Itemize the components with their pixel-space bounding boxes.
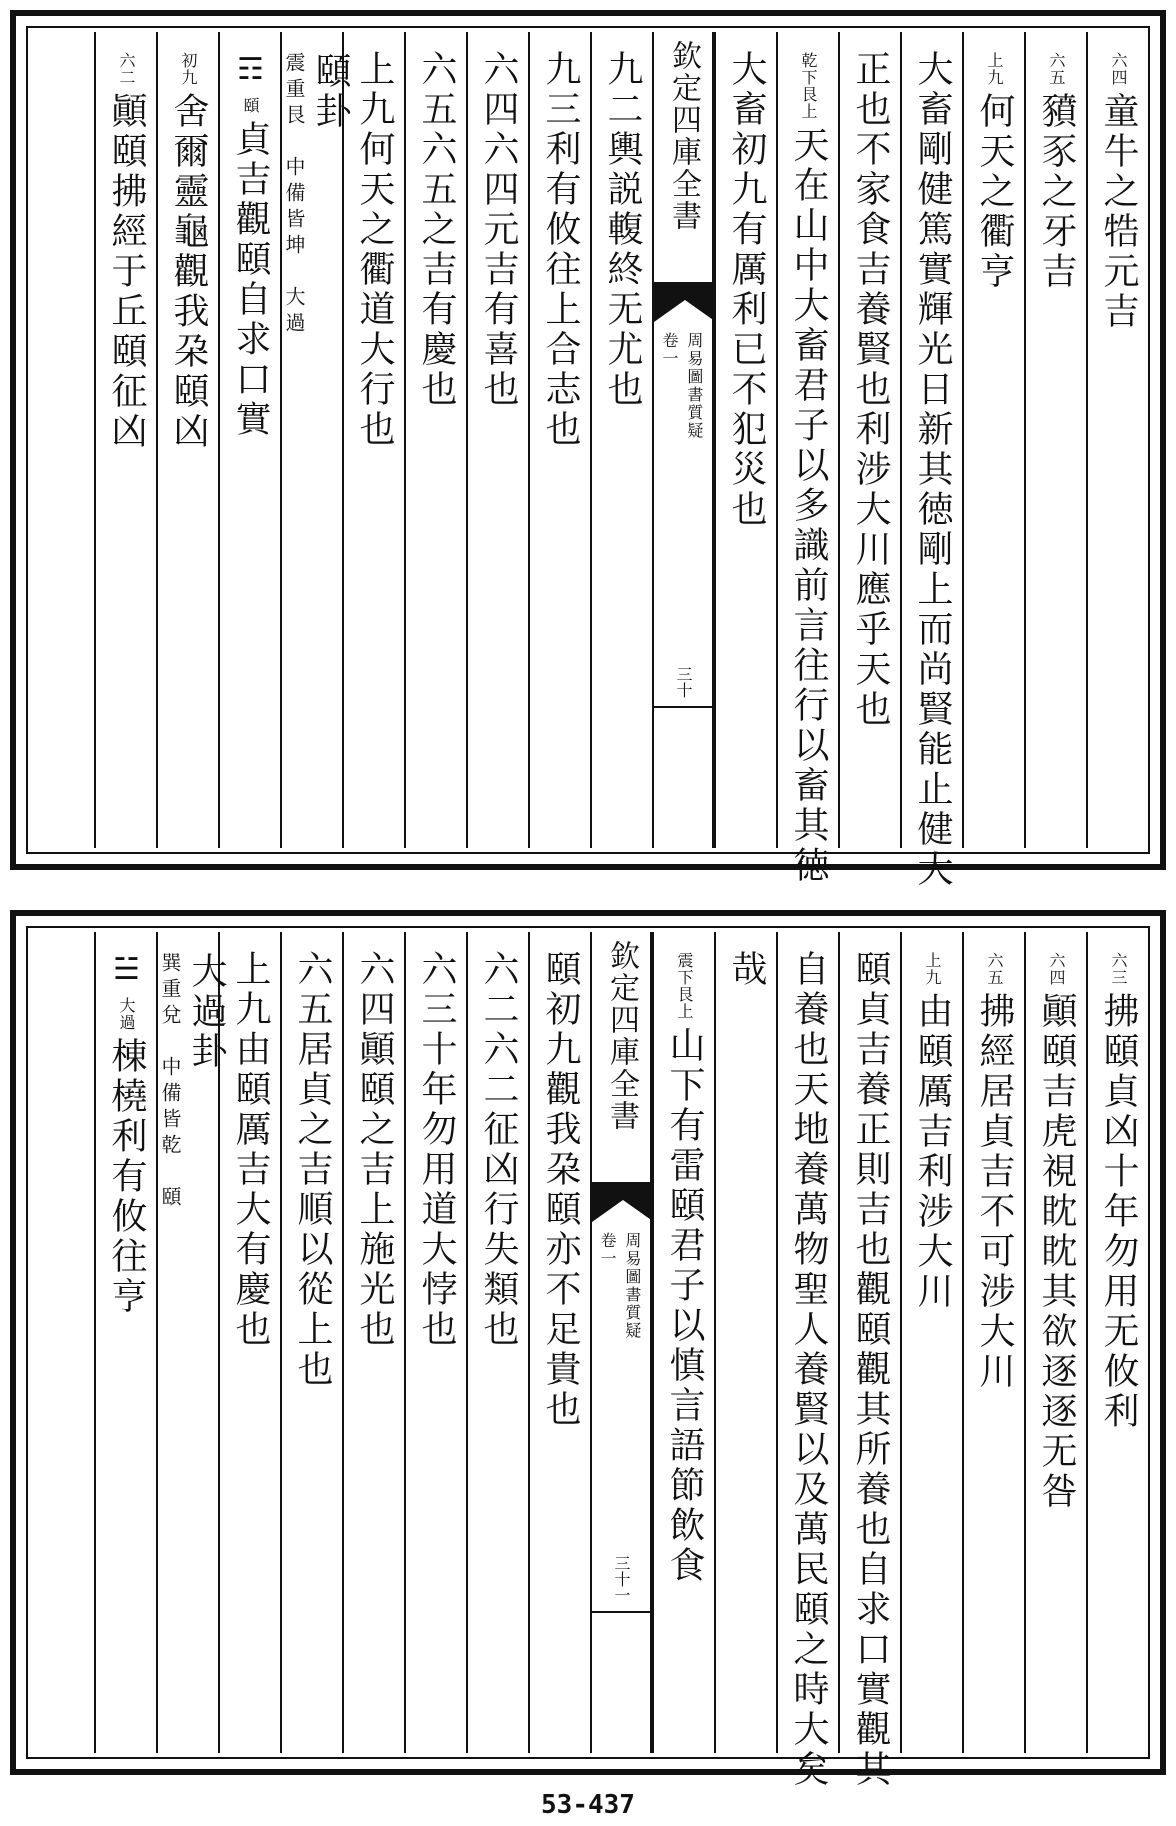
- line-text: 顚頤拂經于丘頤征凶: [106, 92, 147, 452]
- bottom-col-15: [94, 932, 156, 1753]
- hexagram-title: 大過卦: [186, 952, 227, 1072]
- top-col-5: [776, 32, 838, 886]
- bottom-col-12: [280, 932, 342, 1753]
- line-label: 六五: [985, 952, 1004, 986]
- line-label: 上九: [923, 952, 942, 986]
- line-text: 大畜初九有厲利已不犯災也: [726, 50, 767, 530]
- fore-edge-divider: [592, 1611, 650, 1613]
- top-col-14: [156, 32, 218, 848]
- line-text: 大畜剛健篤實輝光日新其徳剛上而尚賢能止健大: [912, 50, 953, 890]
- top-fore-edge: [652, 32, 714, 848]
- hexagram-note: 巽重兌 中備皆乾 頤: [158, 952, 182, 1212]
- top-col-3: [900, 32, 962, 890]
- hexagram-icon: ☱: [109, 952, 144, 991]
- bottom-col-11: [342, 932, 404, 1753]
- top-col-6: [714, 32, 776, 848]
- bottom-fore-edge: [590, 932, 652, 1753]
- line-text: 拂頤貞凶十年勿用无攸利: [1098, 992, 1139, 1432]
- bottom-col-6: [714, 932, 776, 1753]
- hexagram-title: 頤卦: [310, 52, 351, 132]
- book-title: 周易圖書質疑: [684, 332, 704, 440]
- book-title: 周易圖書質疑: [622, 1232, 642, 1340]
- line-label: 頤: [241, 97, 260, 114]
- bottom-col-13: [218, 932, 280, 1753]
- line-text: 天在山中大畜君子以多識前言往行以畜其徳: [788, 126, 829, 886]
- bottom-page-frame: [26, 926, 1150, 1790]
- bottom-col-4: [838, 932, 900, 1790]
- top-col-15: [94, 32, 156, 848]
- line-text: 上九何天之衢道大行也: [354, 50, 395, 450]
- bottom-col-10: [404, 932, 466, 1753]
- volume-label: 卷一: [597, 1232, 617, 1268]
- line-text: 貞吉觀頤自求口實: [230, 120, 271, 440]
- line-text: 山下有雷頤君子以慎言語節飲食: [664, 1026, 705, 1586]
- line-text: 舍爾靈龜觀我朶頤凶: [168, 92, 209, 452]
- fore-edge-divider: [654, 706, 712, 708]
- top-page-frame: [26, 26, 1150, 890]
- bottom-col-1: [1024, 932, 1086, 1753]
- line-text: 上九由頤厲吉大有慶也: [230, 950, 271, 1350]
- line-label: 初九: [179, 52, 198, 86]
- line-label: 六三: [1109, 952, 1128, 986]
- line-label: 六二: [117, 52, 136, 86]
- line-text: 正也不家食吉養賢也利涉大川應乎天也: [850, 50, 891, 730]
- line-label: 大過: [117, 997, 136, 1031]
- top-col-0: [1086, 32, 1148, 848]
- line-text: 六四六四元吉有喜也: [478, 50, 519, 410]
- line-text: 棟橈利有攸往亨: [106, 1037, 147, 1317]
- line-label: 六四: [1109, 52, 1128, 86]
- top-col-8: [528, 32, 590, 848]
- top-col-9: [466, 32, 528, 848]
- top-col-13: [218, 32, 280, 848]
- top-col-10: [404, 32, 466, 848]
- line-label: 六五: [1047, 52, 1066, 86]
- line-label: 上九: [985, 52, 1004, 86]
- bottom-col-0: [1086, 932, 1148, 1753]
- hexagram-icon: ☶: [233, 52, 268, 91]
- line-text: 哉: [726, 950, 767, 990]
- top-col-7: [590, 32, 652, 848]
- line-text: 童牛之牿元吉: [1098, 92, 1139, 332]
- bottom-col-7: [652, 932, 714, 1753]
- top-col-2: [962, 32, 1024, 848]
- line-text: 六二六二征凶行失類也: [478, 950, 519, 1350]
- line-label: 六四: [1047, 952, 1066, 986]
- line-text: 自養也天地養萬物聖人養賢以及萬民頤之時大矣: [788, 950, 829, 1790]
- series-title: 欽定四庫全書: [604, 940, 639, 1132]
- volume-label: 卷一: [659, 332, 679, 368]
- bottom-page: [10, 910, 1166, 1790]
- line-text: 拂經居貞吉不可涉大川: [974, 992, 1015, 1392]
- line-text: 六三十年勿用道大悖也: [416, 950, 457, 1350]
- bottom-col-3: [900, 932, 962, 1753]
- top-page: [10, 10, 1166, 890]
- line-text: 頤貞吉養正則吉也觀頤觀其所養也自求口實觀其: [850, 950, 891, 1790]
- page-footer-number: 53-437: [541, 1790, 635, 1820]
- line-text: 顚頤吉虎視眈眈其欲逐逐无咎: [1036, 992, 1077, 1512]
- line-text: 由頤厲吉利涉大川: [912, 992, 953, 1312]
- bottom-col-14: [156, 932, 227, 1753]
- top-col-4: [838, 32, 900, 848]
- trigram-note: 乾下艮上: [799, 52, 818, 120]
- line-text: 六四顚頤之吉上施光也: [354, 950, 395, 1350]
- top-col-12: [280, 32, 351, 848]
- series-title: 欽定四庫全書: [666, 40, 701, 232]
- bottom-col-9: [466, 932, 528, 1753]
- top-col-1: [1024, 32, 1086, 848]
- page-number: 三十一: [612, 1555, 631, 1603]
- line-text: 六五居貞之吉順以從上也: [292, 950, 333, 1390]
- hexagram-note: 震重艮 中備皆坤 大過: [282, 52, 306, 338]
- line-text: 九二輿説輹終无尤也: [602, 50, 643, 410]
- line-text: 何天之衢亨: [974, 92, 1015, 292]
- fish-tail-mark: [654, 282, 716, 322]
- bottom-col-8: [528, 932, 590, 1753]
- line-text: 九三利有攸往上合志也: [540, 50, 581, 450]
- page-number: 三十: [674, 666, 693, 698]
- trigram-note: 震下艮上: [675, 952, 694, 1020]
- line-text: 六五六五之吉有慶也: [416, 50, 457, 410]
- top-col-11: [342, 32, 404, 848]
- fish-tail-mark: [592, 1182, 654, 1222]
- bottom-col-5: [776, 932, 838, 1790]
- line-text: 頤初九觀我朶頤亦不足貴也: [540, 950, 581, 1430]
- bottom-col-2: [962, 932, 1024, 1753]
- line-text: 豶豕之牙吉: [1036, 92, 1077, 292]
